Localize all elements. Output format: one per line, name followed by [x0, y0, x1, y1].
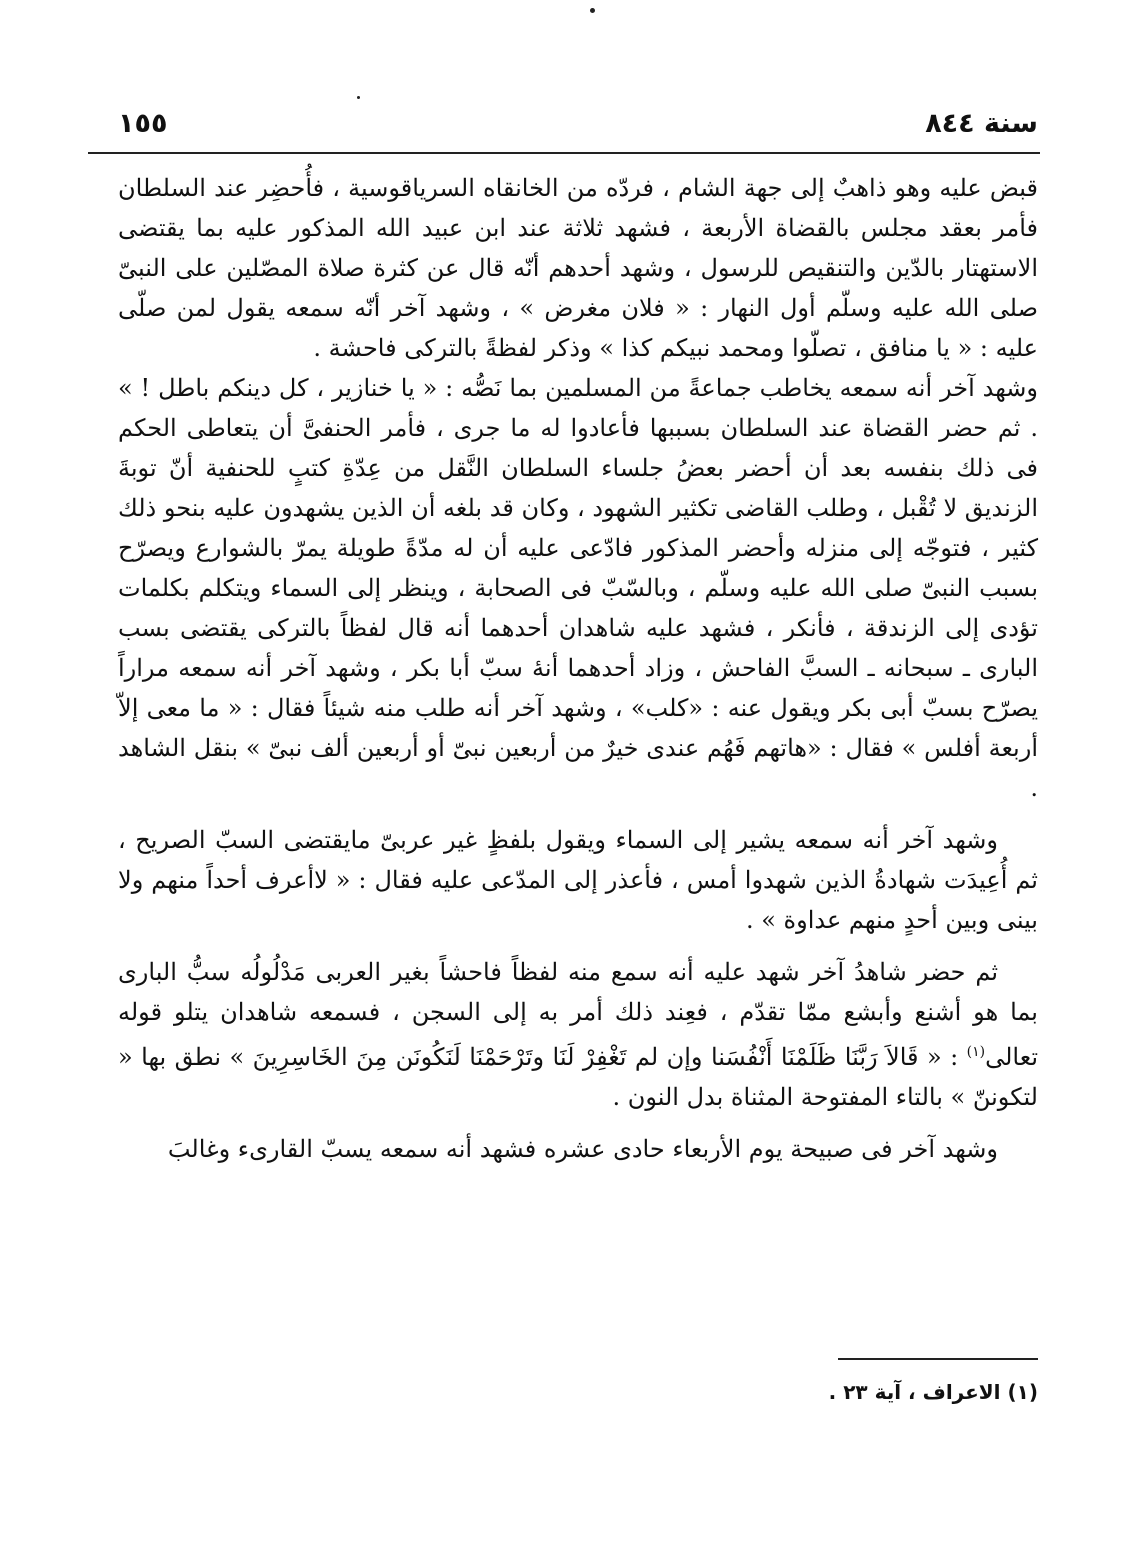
quran-quote: : « قَالاَ رَبَّنَا ظَلَمْنَا أَنْفُسَنا وإن لم تَغْفِرْ لَنَا وتَرْحَمْنَا لَنَكُونَن مِنَ الخَاسِرِينَ » نطق بها « لتكوننّ » بالتاء المفتوحة المثناة بدل النون . [118, 1043, 1038, 1111]
ink-speck [357, 96, 360, 99]
paragraph [118, 952, 1038, 1117]
header-rule [88, 152, 1040, 154]
paragraph: وشهد آخر أنه سمعه يخاطب جماعةً من المسلمين بما نَصُّه : « يا خنازير ، كل دينكم باطل ! » . ثم حضر القضاة عند السلطان بسببها فأعادوا له ما جرى ، فأمر الحنفىَّ أن يتعاطى الحكم فى ذلك بنفسه بعد أن أحضر بعضُ جلساء السلطان النَّقل من عِدّةِ كتبٍ للحنفية أنّ توبةَ الزنديق لا تُقْبل ، وطلب القاضى تكثير الشهود ، وكان قد بلغه أن الذين يشهدون عليه بنحو ذلك كثير ، فتوجّه إلى منزله وأحضر المذكور فادّعى عليه أن له مدّةً طويلة يمرّ بالشوارع ويصرّح بسبب النبىّ صلى الله عليه وسلّم ، وبالسّبّ فى الصحابة ، وينظر إلى السماء ويتكلم بكلمات تؤدى إلى الزندقة ، فأنكر ، فشهد عليه شاهدان أحدهما أنه قال لفظاً بالتركى يقتضى بسب البارى ـ سبحانه ـ السبَّ الفاحش ، وزاد أحدهما أنهٔ سبّ أبا بكر ، وشهد آخر أنه سمعه مراراً يصرّح بسبّ أبى بكر ويقول عنه : «كلب» ، وشهد آخر أنه طلب منه شيئاً فقال : « ما معى إلاّ أربعة أفلس » فقال : «هاتهم فَهُم عندى خيرٌ من أربعين نبىّ أو أربعين ألف نبىّ » بنقل الشاهد . [118, 374, 1038, 802]
body-text [118, 168, 1038, 1169]
page-header [118, 108, 1038, 148]
footnote-rule [838, 1358, 1038, 1360]
paragraph: وشهد آخر فى صبيحة يوم الأربعاء حادى عشره فشهد أنه سمعه يسبّ القارىء وغالبَ [167, 1135, 998, 1163]
running-title: سنة ٨٤٤ [925, 108, 1038, 139]
footnote: (١) الاعراف ، آية ٢٣ . [828, 1380, 1038, 1404]
footnote-marker: (١) [966, 1044, 986, 1060]
ink-speck [590, 8, 595, 13]
paragraph-text: ثم حضر شاهدُ آخر شهد عليه أنه سمع منه لفظاً فاحشاً بغير العربى مَدْلُولُه سبُّ البارى بما هو أشنع وأبشع ممّا تقدّم ، فعِند ذلك أمر به إلى السجن ، فسمعه شاهدان يتلو قوله تعالى [118, 958, 1038, 1071]
paragraph: قبض عليه وهو ذاهبٌ إلى جهة الشام ، فردّه من الخانقاه السرياقوسية ، فأُحضِر عند السلطان فأمر بعقد مجلس بالقضاة الأربعة ، فشهد ثلاثة عند ابن عبيد الله المذكور عليه بما يقتضى الاستهتار بالدّين والتنقيص للرسول ، وشهد أحدهم أنّه قال عن كثرة صلاة المصّلين على النبىّ صلى الله عليه وسلّم أول النهار : « فلان مغرض » ، وشهد آخر أنّه سمعه يقول لمن صلّى عليه : « يا منافق ، تصلّوا ومحمد نبيكم كذا » وذكر لفظةً بالتركى فاحشة . [118, 174, 1038, 362]
paragraph: وشهد آخر أنه سمعه يشير إلى السماء ويقول بلفظٍ غير عربىّ مايقتضى السبّ الصريح ، ثم أُعِيدَت شهادةُ الذين شهدوا أمس ، فأعذر إلى المدّعى عليه فقال : « لاأعرف أحداً منهم ولا بينى وبين أحدٍ منهم عداوة » . [118, 826, 1038, 934]
page-number: ١٥٥ [118, 108, 168, 139]
